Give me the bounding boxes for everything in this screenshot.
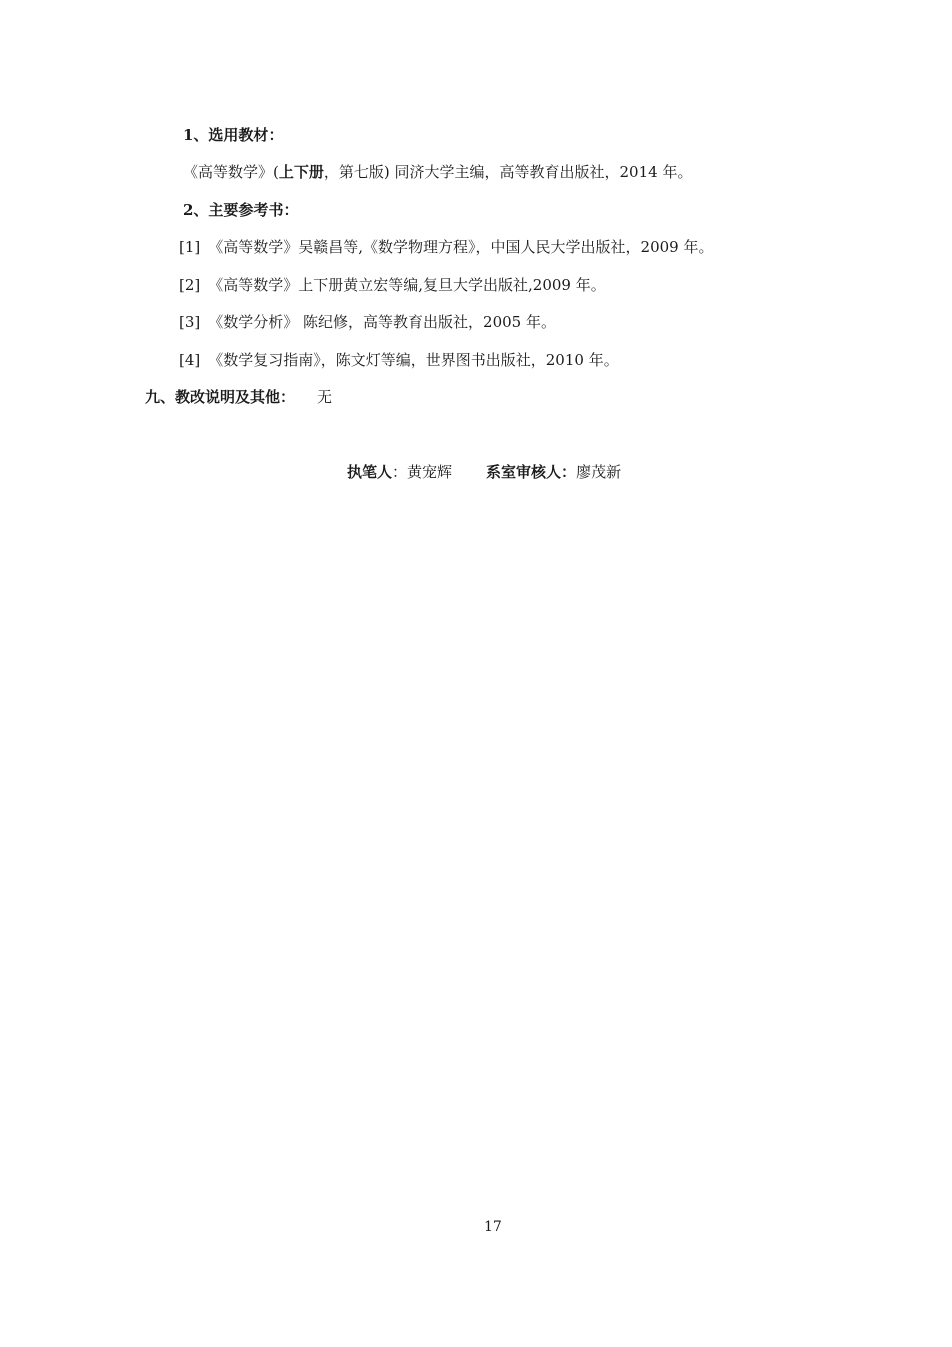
textbook-heading: 1、选用教材： bbox=[183, 126, 284, 144]
reference-text: 《数学分析》 陈纪修，高等教育出版社，2005 年。 bbox=[208, 313, 556, 331]
textbook-paren: ( bbox=[273, 163, 279, 181]
author-name: 黄宠辉 bbox=[407, 463, 453, 481]
reference-item bbox=[179, 312, 556, 332]
reform-section bbox=[145, 387, 332, 407]
reviewer-name: 廖茂新 bbox=[576, 463, 622, 481]
reference-item bbox=[179, 350, 619, 370]
reference-number: [2] bbox=[179, 276, 201, 294]
reviewer-label: 系室审核人： bbox=[486, 463, 577, 481]
author-separator: ： bbox=[392, 463, 408, 481]
reference-number: [3] bbox=[179, 313, 201, 331]
reference-text: 《高等数学》上下册黄立宏等编,复旦大学出版社,2009 年。 bbox=[208, 276, 606, 294]
page-number: 17 bbox=[484, 1219, 502, 1235]
signoff-line bbox=[347, 462, 621, 482]
reference-number: [1] bbox=[179, 238, 201, 256]
reference-text: 《高等数学》吴赣昌等,《数学物理方程》，中国人民大学出版社，2009 年。 bbox=[208, 238, 714, 256]
references-heading: 2、主要参考书： bbox=[183, 201, 299, 219]
reference-item bbox=[179, 275, 606, 295]
reference-number: [4] bbox=[179, 351, 201, 369]
reform-heading: 九、教改说明及其他： bbox=[145, 388, 296, 406]
textbook-details: ，第七版) 同济大学主编，高等教育出版社，2014 年。 bbox=[323, 163, 693, 181]
textbook-entry bbox=[183, 162, 692, 182]
reference-text: 《数学复习指南》，陈文灯等编，世界图书出版社，2010 年。 bbox=[208, 351, 619, 369]
author-label: 执笔人 bbox=[347, 463, 393, 481]
reference-item bbox=[179, 237, 713, 257]
textbook-volume: 上下册 bbox=[278, 163, 324, 181]
reform-value: 无 bbox=[317, 388, 333, 406]
textbook-title: 《高等数学》 bbox=[183, 163, 274, 181]
